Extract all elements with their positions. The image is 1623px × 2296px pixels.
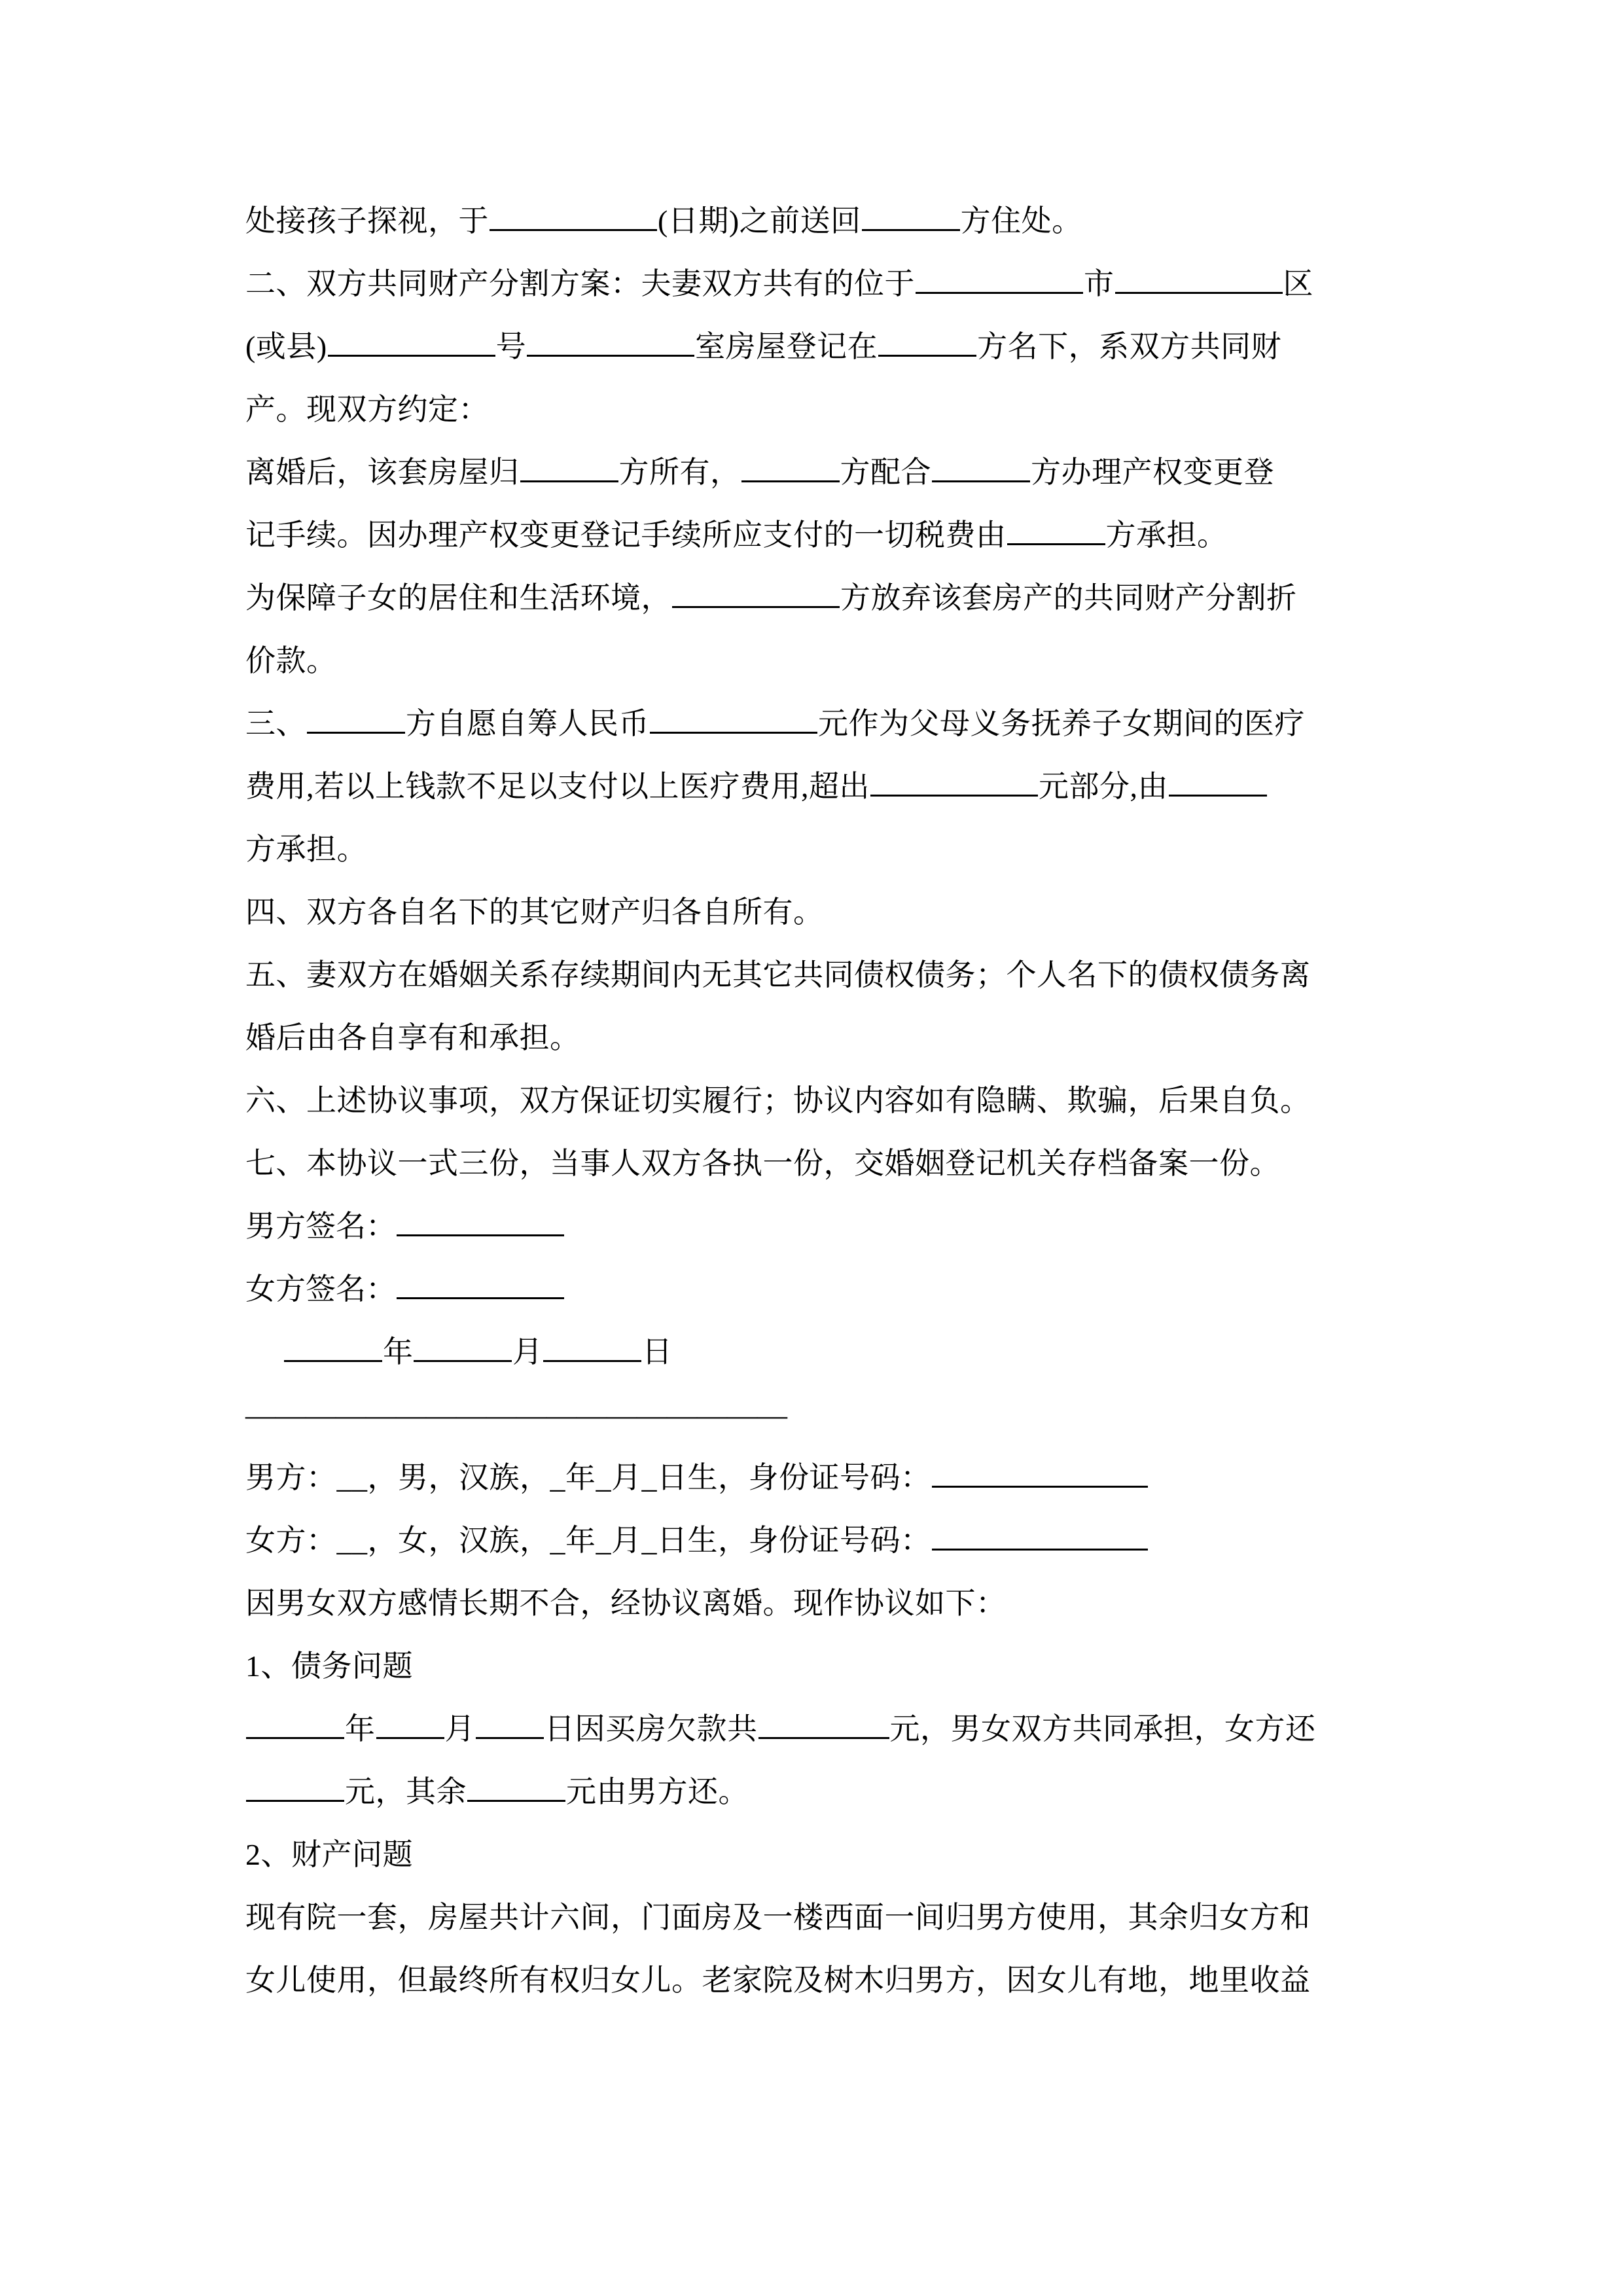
blank-debt-day[interactable] <box>476 1711 544 1739</box>
blank-excess-bearer[interactable] <box>1169 768 1267 797</box>
blank-funding-party[interactable] <box>307 706 405 734</box>
paragraph-excess-continued: 方承担。 <box>245 833 367 866</box>
blank-month[interactable] <box>414 1334 512 1362</box>
blank-waiving-party[interactable] <box>672 580 840 608</box>
paragraph-item-six: 六、上述协议事项，双方保证切实履行；协议内容如有隐瞒、欺骗，后果自负。 <box>245 1084 1311 1117</box>
blank-female-id-number[interactable] <box>932 1522 1148 1551</box>
blank-year[interactable] <box>284 1334 382 1362</box>
text-ownership-c: 方配合 <box>840 456 931 489</box>
blank-visit-party[interactable] <box>862 203 960 231</box>
paragraph-item-five: 五、妻双方在婚姻关系存续期间内无其它共同债权债务；个人名下的债权债务离 <box>245 958 1311 992</box>
blank-female-signature[interactable] <box>397 1271 564 1299</box>
signature-male <box>245 1195 1417 1258</box>
paragraph-property-heading: 2、财产问题 <box>245 1838 413 1871</box>
text-debt-d: 元，男女双方共同承担，女方还 <box>889 1712 1316 1746</box>
blank-city[interactable] <box>916 266 1083 294</box>
text-property-b: 市 <box>1084 267 1115 300</box>
blank-male-signature[interactable] <box>397 1208 564 1236</box>
document-body <box>245 190 1417 2012</box>
blank-debt-total[interactable] <box>758 1711 889 1739</box>
blank-fee-bearer[interactable] <box>1007 517 1105 545</box>
blank-day[interactable] <box>543 1334 641 1362</box>
paragraph-item-four: 四、双方各自名下的其它财产归各自所有。 <box>245 895 824 929</box>
text-residence-b: 方放弃该套房产的共同财产分割折 <box>840 581 1297 615</box>
text-address-b: 号 <box>495 330 527 363</box>
paragraph-item-seven: 七、本协议一式三份，当事人双方各执一份，交婚姻登记机关存档备案一份。 <box>245 1147 1280 1180</box>
blank-county[interactable] <box>328 329 495 357</box>
paragraph-compensation-continued: 价款。 <box>245 644 337 677</box>
blank-district[interactable] <box>1115 266 1283 294</box>
blank-visit-date[interactable] <box>490 203 657 231</box>
paragraph-property-detail-1: 现有院一套，房屋共计六间，门面房及一楼西面一间归男方使用，其余归女方和 <box>245 1901 1311 1934</box>
blank-transfer-party[interactable] <box>932 454 1030 482</box>
text-debt-split-b: 元由男方还。 <box>566 1775 749 1808</box>
text-visitation-b: (日期)之前送回 <box>658 204 861 238</box>
paragraph-agreement-intro: 产。现双方约定： <box>245 393 489 426</box>
text-male-identity: 男方：__，男，汉族，_年_月_日生，身份证号码： <box>245 1461 931 1494</box>
label-month: 月 <box>512 1335 543 1369</box>
blank-medical-amount[interactable] <box>650 706 817 734</box>
blank-female-repay[interactable] <box>246 1774 344 1802</box>
text-address-a: (或县) <box>245 330 327 363</box>
text-visitation-a: 处接孩子探视，于 <box>245 204 489 238</box>
blank-house-number[interactable] <box>527 329 694 357</box>
text-excess-a: 费用,若以上钱款不足以支付以上医疗费用,超出 <box>245 770 870 803</box>
label-female-signature: 女方签名： <box>245 1272 396 1306</box>
paragraph-property-detail-2: 女儿使用，但最终所有权归女儿。老家院及树木归男方，因女儿有地，地里收益 <box>245 1964 1311 1997</box>
paragraph-divorce-reason: 因男女双方感情长期不合，经协议离婚。现作协议如下： <box>245 1587 1007 1620</box>
paragraph-female-identity <box>245 1509 1417 1572</box>
paragraph-debt-detail <box>245 1698 1417 1761</box>
label-day: 日 <box>642 1335 672 1369</box>
section-divider: —————————————————— <box>245 1398 787 1431</box>
blank-cooperating-party[interactable] <box>741 454 840 482</box>
signature-date-row <box>245 1321 1417 1384</box>
text-medical-a: 三、 <box>245 707 306 740</box>
blank-excess-amount[interactable] <box>870 768 1038 797</box>
blank-registered-party[interactable] <box>878 329 976 357</box>
text-excess-b: 元部分,由 <box>1039 770 1168 803</box>
paragraph-male-identity <box>245 1446 1417 1509</box>
paragraph-item-five-continued: 婚后由各自享有和承担。 <box>245 1021 580 1054</box>
paragraph-property-split-heading <box>245 253 1417 315</box>
paragraph-debt-heading: 1、债务问题 <box>245 1649 413 1683</box>
paragraph-address <box>245 315 1417 378</box>
text-property-a: 二、双方共同财产分割方案：夫妻双方共有的位于 <box>245 267 915 300</box>
blank-male-repay[interactable] <box>467 1774 565 1802</box>
text-ownership-b: 方所有， <box>618 456 741 489</box>
text-fees-a: 记手续。因办理产权变更登记手续所应支付的一切税费由 <box>245 518 1007 552</box>
text-fees-b: 方承担。 <box>1105 518 1228 552</box>
blank-house-owner[interactable] <box>520 454 618 482</box>
paragraph-transfer-fees <box>245 504 1417 567</box>
text-debt-month-label: 月 <box>444 1712 475 1746</box>
paragraph-child-residence <box>245 567 1417 630</box>
text-debt-split-a: 元，其余 <box>345 1775 467 1808</box>
blank-debt-year[interactable] <box>246 1711 344 1739</box>
label-year: 年 <box>383 1335 413 1369</box>
paragraph-visitation <box>245 190 1417 253</box>
text-residence-a: 为保障子女的居住和生活环境， <box>245 581 671 615</box>
text-medical-b: 方自愿自筹人民币 <box>406 707 649 740</box>
text-female-identity: 女方：__，女，汉族，_年_月_日生，身份证号码： <box>245 1524 931 1557</box>
text-debt-c: 日因买房欠款共 <box>544 1712 758 1746</box>
text-address-c: 室房屋登记在 <box>695 330 878 363</box>
label-male-signature: 男方签名： <box>245 1210 396 1243</box>
paragraph-medical-fund <box>245 692 1417 755</box>
text-address-d: 方名下，系双方共同财 <box>977 330 1282 363</box>
text-ownership-d: 方办理产权变更登 <box>1031 456 1274 489</box>
text-medical-c: 元作为父母义务抚养子女期间的医疗 <box>818 707 1305 740</box>
text-visitation-c: 方住处。 <box>960 204 1082 238</box>
text-debt-year-label: 年 <box>345 1712 376 1746</box>
paragraph-medical-excess <box>245 755 1417 818</box>
blank-debt-month[interactable] <box>376 1711 444 1739</box>
paragraph-house-ownership <box>245 441 1417 504</box>
blank-male-id-number[interactable] <box>932 1460 1148 1488</box>
text-property-c: 区 <box>1283 267 1313 300</box>
signature-female <box>245 1258 1417 1321</box>
text-ownership-a: 离婚后，该套房屋归 <box>245 456 520 489</box>
paragraph-debt-split <box>245 1761 1417 1823</box>
